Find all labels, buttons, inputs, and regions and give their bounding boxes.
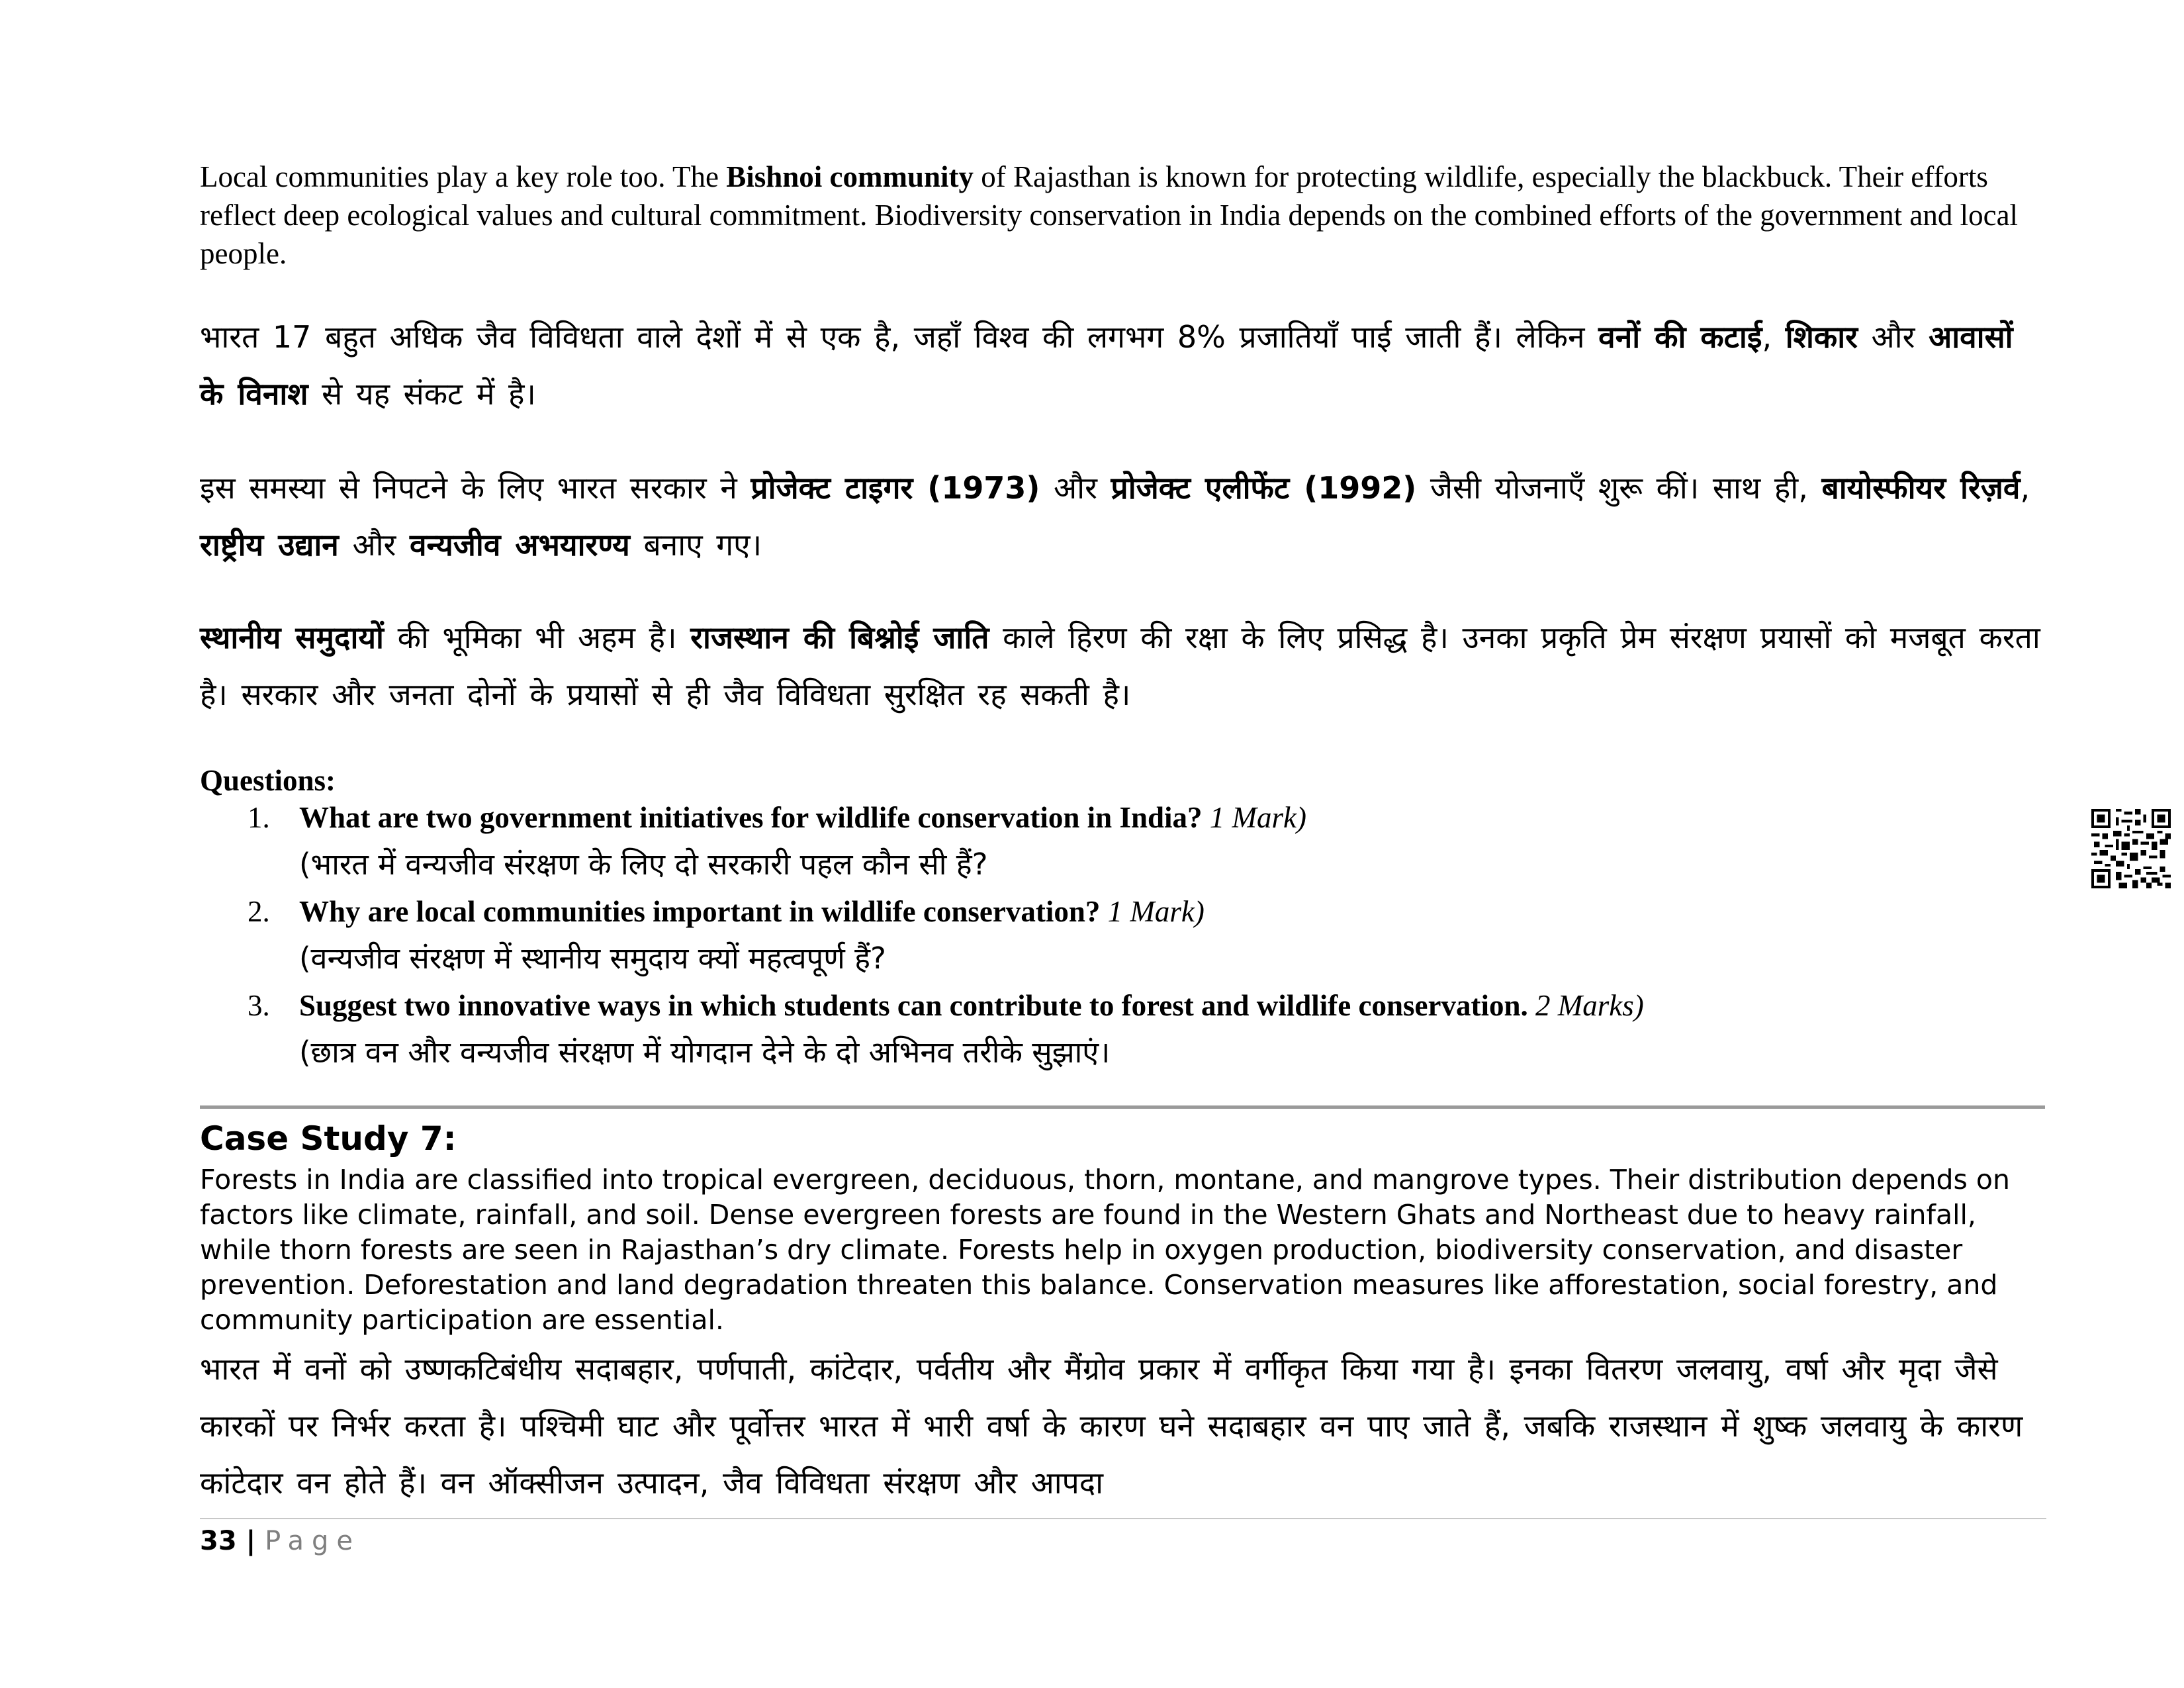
hindi-text: काले हिरण की रक्षा के लिए प्रसिद्ध है। उनका प्रकृति प्रेम संरक्षण प्रयासों को मजबूत करता है। सरकार और जनता दोनों के प्रयासों से ही जैव विविधता सुरक्षित रह सकती है। [200,620,2040,712]
page-word: Page [265,1526,361,1556]
english-paragraph-bold: Bishnoi community [726,160,974,193]
footer-divider [200,1518,2046,1519]
hindi-text: और [1040,470,1111,506]
questions-heading: Questions: [200,764,336,797]
question-text: Why are local communities important in wildlife conservation? [299,895,1101,928]
page-number: 33 [200,1526,237,1556]
hindi-text: भारत 17 बहुत अधिक जैव विविधता वाले देशों में से एक है, जहाँ विश्व की लगभग 8% प्रजातियाँ पाई जाती हैं। लेकिन [200,319,1599,355]
hindi-bold: आवासों के विनाश [200,319,2013,412]
section-divider [200,1105,2045,1109]
question-number: 1. [248,801,270,834]
case-study-english: Forests in India are classified into tropical evergreen, deciduous, thorn, montane, and mangrove types. Their distribution depends on factors like climate, rainfall, and soil. Dense evergreen forests are found in the Western Ghats and Northeast due to heavy rainfall, while thorn forests are seen in Rajasthan’s dry climate. Forests help in oxygen production, biodiversity conservation, and disaster prevention. Deforestation and land degradation threaten this balance. Conservation measures like afforestation, social forestry, and community participation are essential. [200,1164,2010,1336]
question-item-2 [200,888,2046,982]
question-english [299,888,2046,935]
hindi-paragraph-3 [200,609,2046,723]
hindi-bold: स्थानीय समुदायों [200,620,384,655]
question-number: 2. [248,895,270,928]
hindi-paragraph-2 [200,459,2046,573]
hindi-text: बनाए गए। [629,527,762,563]
question-marks: 1 Mark) [1100,895,1205,928]
hindi-text: जैसी योजनाएँ शुरू कीं। साथ ही, [1416,470,1822,506]
question-marks: 1 Mark) [1202,801,1306,834]
hindi-bold: वनों की कटाई [1598,319,1762,355]
question-marks: 2 Marks) [1527,989,1644,1022]
hindi-bold: प्रोजेक्ट एलीफेंट (1992) [1111,470,1417,506]
case-study-title: Case Study 7: [200,1119,457,1158]
hindi-text: से यह संकट में है। [308,376,536,412]
hindi-bold: शिकार [1785,319,1858,355]
question-text: What are two government initiatives for wildlife conservation in India? [299,801,1203,834]
question-item-3 [200,982,2046,1076]
question-english [299,794,2046,841]
page-footer [200,1523,361,1560]
english-paragraph [200,158,2046,273]
qr-code-icon [2091,809,2171,888]
questions-list [200,794,2046,1076]
question-text: Suggest two innovative ways in which students can contribute to forest and wildlife conservation. [299,989,1528,1022]
hindi-text: की भूमिका भी अहम है। [383,620,691,655]
question-item-1 [200,794,2046,888]
question-hindi: (वन्यजीव संरक्षण में स्थानीय समुदाय क्यों महत्वपूर्ण हैं? [299,941,886,976]
hindi-bold: बायोस्फीयर रिज़र्व [1821,470,2021,506]
english-paragraph-text-2: of Rajasthan is known for protecting wildlife, especially the blackbuck. Their efforts reflect deep ecological values and cultural commitment. Biodiversity conservation in India depends on the combined efforts of the government and local people. [200,160,2019,270]
hindi-bold: राष्ट्रीय उद्यान [200,527,339,563]
hindi-text: और [338,527,410,563]
hindi-text: , [1762,319,1786,355]
hindi-text: और [1857,319,1929,355]
hindi-paragraph-1 [200,308,2046,422]
hindi-bold: राजस्थान की बिश्नोई जाति [690,620,989,655]
hindi-text: इस समस्या से निपटने के लिए भारत सरकार ने [200,470,751,506]
hindi-bold: वन्यजीव अभयारण्य [409,527,630,563]
footer-separator: | [236,1526,265,1556]
hindi-text: , [2020,470,2030,506]
case-study-hindi: भारत में वनों को उष्णकटिबंधीय सदाबहार, पर्णपाती, कांटेदार, पर्वतीय और मैंग्रोव प्रकार में वर्गीकृत किया गया है। इनका वितरण जलवायु, वर्षा और मृदा जैसे कारकों पर निर्भर करता है। पश्चिमी घाट और पूर्वोत्तर भारत में भारी वर्षा के कारण घने सदाबहार वन पाए जाते हैं, जबकि राजस्थान में शुष्क जलवायु के कारण कांटेदार वन होते हैं। वन ऑक्सीजन उत्पादन, जैव विविधता संरक्षण और आपदा [200,1351,2023,1501]
question-number: 3. [248,989,270,1022]
question-hindi: (छात्र वन और वन्यजीव संरक्षण में योगदान देने के दो अभिनव तरीके सुझाएं। [299,1035,1111,1070]
question-english [299,982,2046,1029]
english-paragraph-text: Local communities play a key role too. The [200,160,727,193]
question-hindi: (भारत में वन्यजीव संरक्षण के लिए दो सरकारी पहल कौन सी हैं? [299,847,988,882]
hindi-bold: प्रोजेक्ट टाइगर (1973) [751,470,1040,506]
